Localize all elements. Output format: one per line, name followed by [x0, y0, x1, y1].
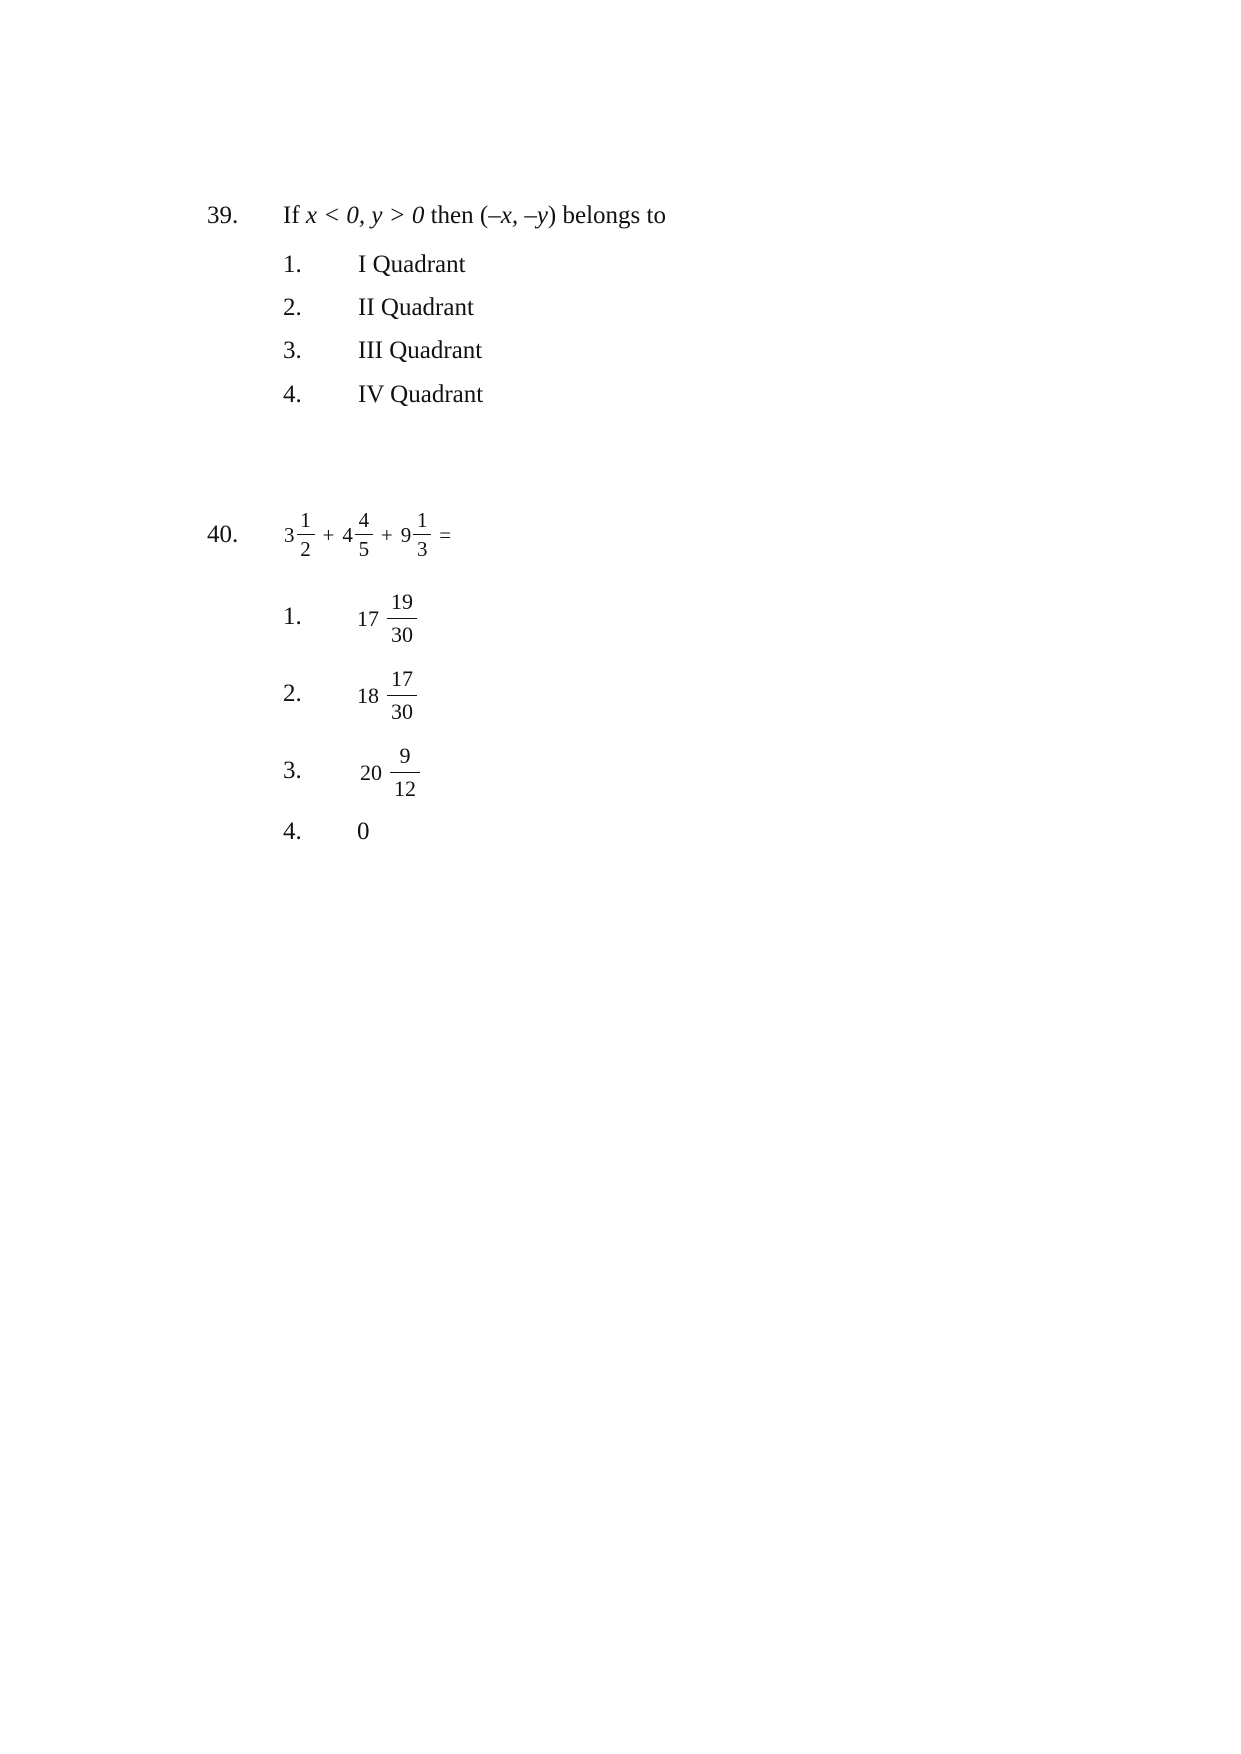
- question-expression: [284, 509, 459, 560]
- option-number: 3.: [283, 757, 302, 784]
- mixed-whole: 17: [357, 605, 379, 631]
- fraction-denominator: 5: [358, 537, 370, 561]
- equals-sign: =: [439, 522, 452, 547]
- option-text: II Quadrant: [358, 294, 474, 321]
- fraction: [390, 744, 420, 801]
- option-mixed-number: [360, 744, 420, 801]
- fraction-numerator: 4: [358, 508, 370, 532]
- question-text-suffix: ) belongs to: [547, 202, 666, 229]
- option-number: 2.: [283, 294, 302, 321]
- mixed-whole: 9: [400, 522, 412, 547]
- question-number: 39.: [207, 202, 239, 229]
- question-number: 40.: [207, 521, 239, 548]
- fraction: [355, 509, 373, 560]
- option-mixed-number: [357, 590, 417, 647]
- fraction: [297, 509, 315, 560]
- mixed-whole: 18: [357, 682, 379, 708]
- option-text: I Quadrant: [358, 251, 466, 278]
- fraction: [387, 590, 417, 647]
- fraction-numerator: 17: [391, 666, 413, 691]
- fraction: [413, 509, 431, 560]
- fraction-numerator: 1: [416, 508, 428, 532]
- option-text: 0: [357, 818, 370, 845]
- fraction-denominator: 12: [394, 776, 416, 801]
- question-condition: x < 0, y > 0: [305, 202, 425, 229]
- mixed-whole: 3: [284, 522, 295, 547]
- option-number: 2.: [283, 680, 302, 707]
- mixed-whole: 20: [360, 759, 382, 785]
- fraction-denominator: 30: [391, 622, 413, 647]
- option-number: 4.: [283, 818, 302, 845]
- fraction-denominator: 3: [416, 537, 428, 561]
- fraction-numerator: 9: [399, 743, 411, 768]
- option-mixed-number: [357, 667, 417, 724]
- mixed-whole: 4: [342, 522, 353, 547]
- fraction: [387, 667, 417, 724]
- option-number: 1.: [283, 603, 302, 630]
- option-number: 3.: [283, 337, 302, 364]
- question-text-mid: then (: [424, 202, 489, 229]
- fraction-denominator: 30: [391, 699, 413, 724]
- plus-sign: +: [322, 522, 335, 547]
- option-text: IV Quadrant: [358, 381, 484, 408]
- fraction-numerator: 1: [300, 508, 311, 532]
- fraction-numerator: 19: [391, 589, 413, 614]
- option-text: III Quadrant: [358, 337, 483, 364]
- question-point: –x, –y: [488, 202, 548, 229]
- plus-sign: +: [380, 522, 393, 547]
- option-number: 4.: [283, 381, 302, 408]
- question-text-prefix: If: [283, 202, 306, 229]
- question-text: [283, 201, 666, 231]
- option-number: 1.: [283, 251, 302, 278]
- fraction-denominator: 2: [300, 537, 311, 561]
